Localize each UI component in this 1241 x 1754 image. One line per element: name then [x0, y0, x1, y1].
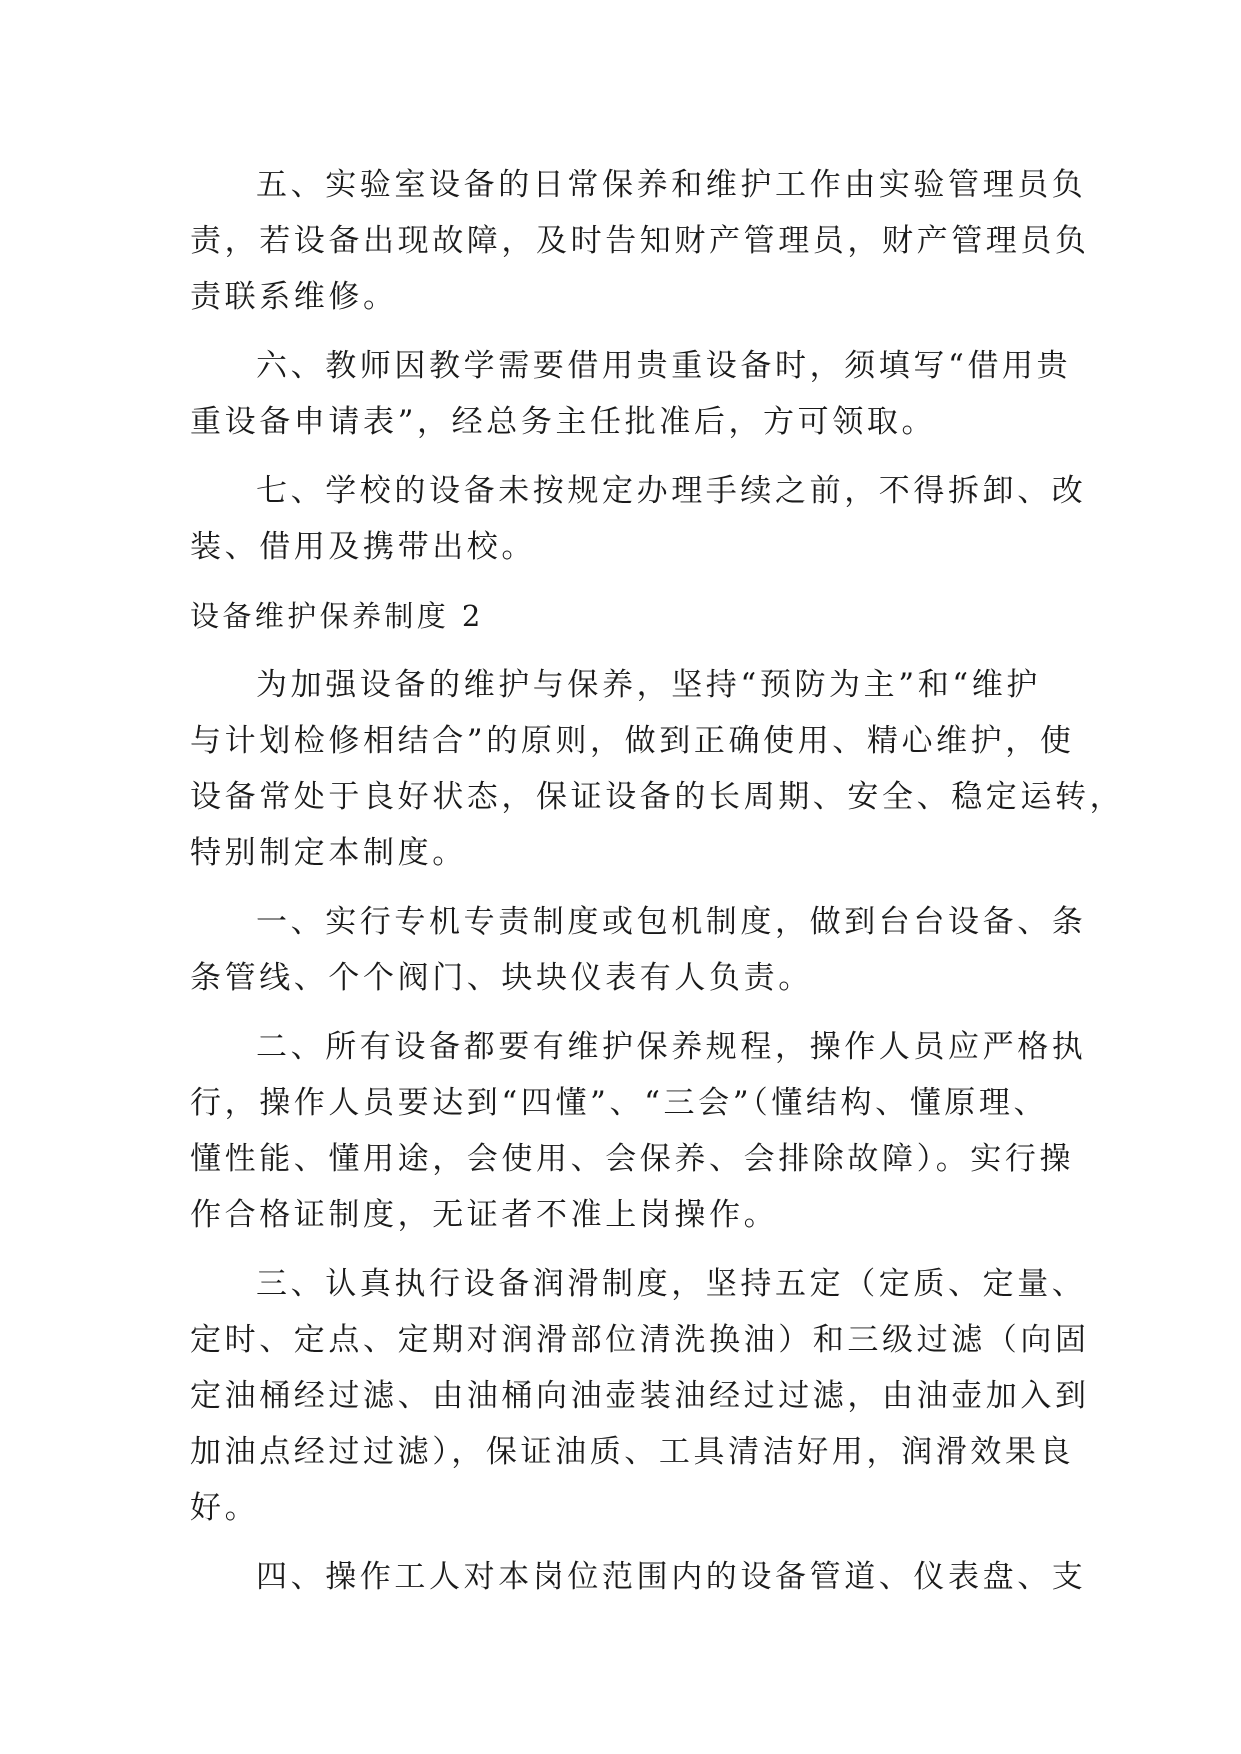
text-line: 重设备申请表”，经总务主任批准后，方可领取。 [190, 404, 937, 440]
text-line: 五、实验室设备的日常保养和维护工作由实验管理员负 [256, 167, 1087, 203]
text-line: 懂性能、懂用途，会使用、会保养、会排除故障）。实行操 [190, 1141, 1075, 1177]
text-line: 与计划检修相结合”的原则，做到正确使用、精心维护，使 [190, 723, 1075, 759]
text-line: 设备常处于良好状态，保证设备的长周期、安全、稳定运转， [190, 779, 1125, 815]
paragraph-4-operator-duty [190, 1549, 1087, 1605]
text-line: 好。 [190, 1490, 260, 1526]
text-line: 责联系维修。 [190, 279, 398, 315]
text-line: 定时、定点、定期对润滑部位清洗换油）和三级过滤（向固 [190, 1322, 1090, 1358]
paragraph-2-procedures [190, 1019, 1087, 1243]
heading-text: 设备维护保养制度 2 [190, 599, 484, 633]
paragraph-5-lab-maintenance [190, 157, 1090, 325]
text-line: 六、教师因教学需要借用贵重设备时，须填写“借用贵 [256, 348, 1072, 384]
text-line: 四、操作工人对本岗位范围内的设备管道、仪表盘、支 [256, 1559, 1087, 1595]
paragraph-intro [190, 657, 1125, 881]
paragraph-1-responsibility [190, 894, 1087, 1006]
document-body [190, 157, 1125, 1605]
text-line: 为加强设备的维护与保养，坚持“预防为主”和“维护 [256, 667, 1041, 703]
text-line: 作合格证制度，无证者不准上岗操作。 [190, 1197, 779, 1233]
text-line: 三、认真执行设备润滑制度，坚持五定（定质、定量、 [256, 1266, 1087, 1302]
paragraph-6-borrowing [190, 338, 1072, 450]
text-line: 一、实行专机专责制度或包机制度，做到台台设备、条 [256, 904, 1087, 940]
text-line: 装、借用及携带出校。 [190, 529, 536, 565]
section-heading [190, 588, 1050, 644]
text-line: 行，操作人员要达到“四懂”、“三会”（懂结构、懂原理、 [190, 1085, 1049, 1121]
text-line: 定油桶经过滤、由油桶向油壶装油经过过滤，由油壶加入到 [190, 1378, 1090, 1414]
text-line: 特别制定本制度。 [190, 835, 467, 871]
text-line: 责，若设备出现故障，及时告知财产管理员，财产管理员负 [190, 223, 1090, 259]
text-line: 加油点经过过滤），保证油质、工具清洁好用，润滑效果良 [190, 1434, 1075, 1470]
paragraph-7-no-removal [190, 463, 1087, 575]
text-line: 二、所有设备都要有维护保养规程，操作人员应严格执 [256, 1029, 1087, 1065]
text-line: 条管线、个个阀门、块块仪表有人负责。 [190, 960, 813, 996]
text-line: 七、学校的设备未按规定办理手续之前，不得拆卸、改 [256, 473, 1087, 509]
paragraph-3-lubrication [190, 1256, 1090, 1536]
